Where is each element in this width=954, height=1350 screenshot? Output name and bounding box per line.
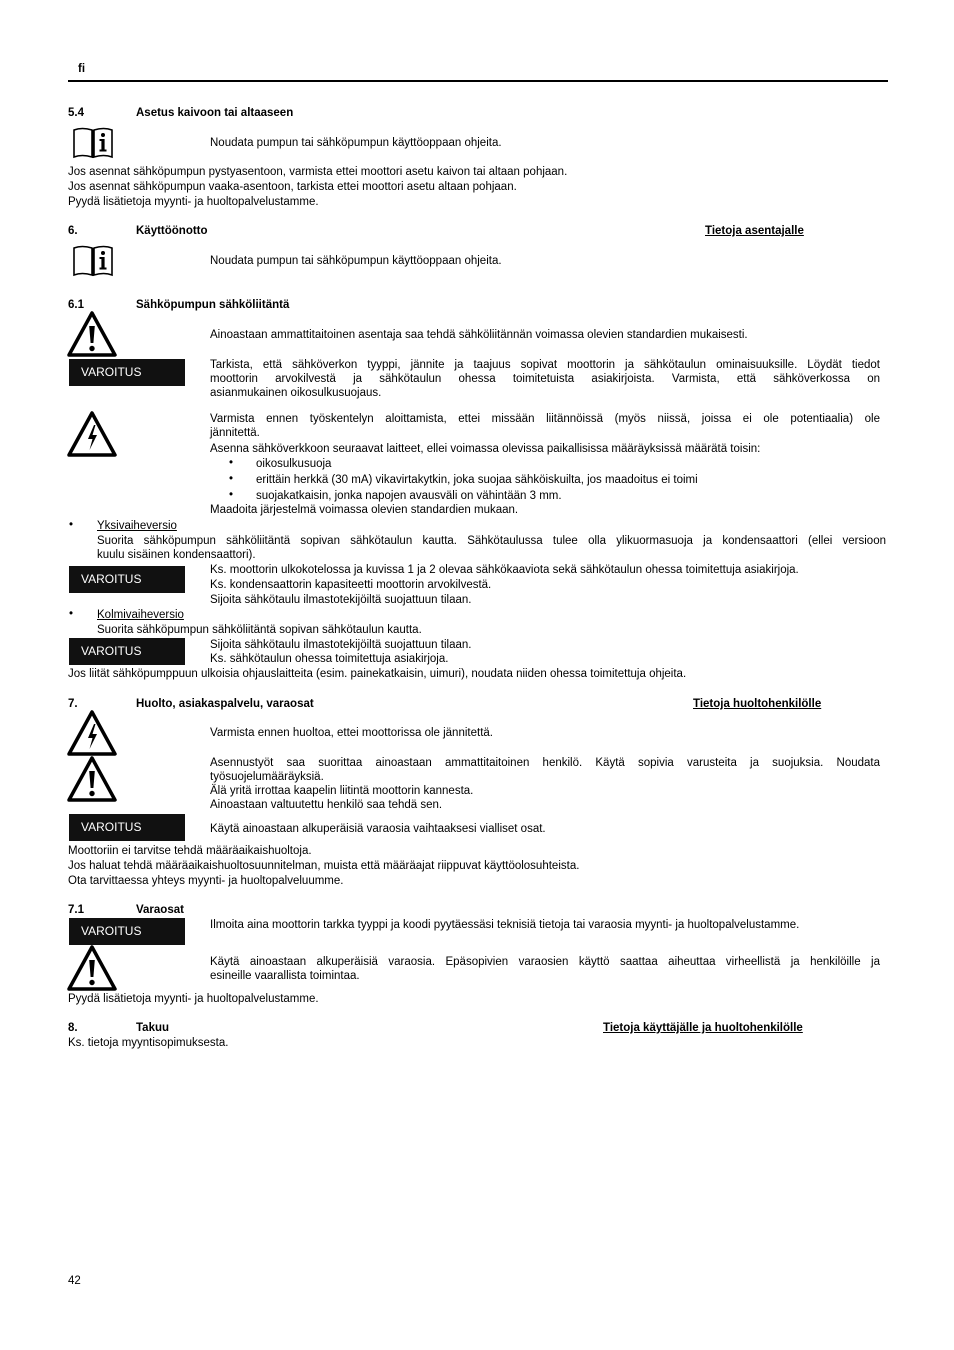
warning-badge: VAROITUS: [69, 814, 185, 841]
warning-badge: VAROITUS: [69, 638, 185, 665]
warning-badge: VAROITUS: [69, 566, 185, 593]
manual-note: Noudata pumpun tai sähköpumpun käyttöoppaan ohjeita.: [210, 255, 502, 267]
paragraph-line: jännitettä.: [210, 427, 260, 439]
paragraph-line: Asenna sähköverkkoon seuraavat laitteet, ellei voimassa olevissa paikallisissa määräyksissä määrätä toisin:: [210, 443, 761, 455]
paragraph: [210, 756, 880, 812]
paragraph: [210, 955, 880, 983]
bullet: •: [68, 608, 74, 620]
warning-triangle-icon: [67, 311, 117, 357]
manual-book-icon: [72, 126, 114, 160]
paragraph-line: Varmista ennen työskentelyn aloittamista, ettei missään liitännöissä (myös niissä, joissa ei ole potentiaalia) ole: [210, 413, 880, 425]
warning-triangle-icon: [67, 756, 117, 802]
paragraph-line: Maadoita järjestelmä voimassa olevien standardien mukaan.: [210, 504, 519, 516]
audience-label: Tietoja asentajalle: [705, 225, 804, 237]
section-title: Asetus kaivoon tai altaaseen: [136, 107, 294, 119]
paragraph: [97, 534, 886, 562]
paragraph-line: asianmukainen oikosulkusuojaus.: [210, 387, 382, 399]
paragraph-line: Jos liität sähköpumppuun ulkoisia ohjauslaitteita (esim. painekatkaisin, uimuri), noudata niiden ohessa toimitettuja ohjeita.: [68, 668, 687, 680]
paragraph-line: kuulu sisäinen kondensaattori).: [97, 549, 256, 561]
manual-book-icon: [72, 244, 114, 278]
paragraph-line: Moottoriin ei tarvitse tehdä määräaikaishuoltoja.: [68, 845, 312, 857]
subheading: Kolmivaiheversio: [97, 609, 184, 621]
paragraph-line: Ks. moottorin ulkokotelossa ja kuvissa 1 ja 2 olevaa sähkökaaviota sekä sähkötaulun ohessa toimitettuja asiakirjoja.: [210, 564, 799, 576]
bullet: •: [228, 473, 234, 485]
paragraph-line: Tarkista, että sähköverkon tyyppi, jännite ja taajuus sopivat moottorin ja sähkötaulun ominaisuuksille. Löydät tiedot: [210, 359, 880, 371]
warning-badge: VAROITUS: [69, 918, 185, 945]
list-item: oikosulkusuoja: [256, 458, 332, 470]
list-item: erittäin herkkä (30 mA) vikavirtakytkin, joka suojaa sähköiskuilta, jos maadoitus ei toimi: [256, 474, 698, 486]
paragraph-line: Älä yritä irrottaa kaapelin liitintä moottorin kannesta.: [210, 785, 474, 797]
bullet: •: [228, 457, 234, 469]
paragraph-line: Asennustyöt saa suorittaa ainoastaan ammattitaitoinen henkilö. Käytä sopivia varusteita ja suojuksia. Noudata: [210, 757, 880, 769]
section-number: 6.1: [68, 299, 84, 311]
section-number: 7.: [68, 698, 78, 710]
paragraph-line: Pyydä lisätietoja myynti- ja huoltopalvelustamme.: [68, 993, 319, 1005]
paragraph-line: Ks. sähkötaulun ohessa toimitettuja asiakirjoja.: [210, 653, 449, 665]
paragraph-line: Sijoita sähkötaulu ilmastotekijöiltä suojattuun tilaan.: [210, 639, 472, 651]
section-number: 8.: [68, 1022, 78, 1034]
bullet: •: [228, 489, 234, 501]
audience-label: Tietoja käyttäjälle ja huoltohenkilölle: [603, 1022, 803, 1034]
paragraph-line: Ainoastaan ammattitaitoinen asentaja saa tehdä sähköliitännän voimassa olevien standardien mukaisesti.: [210, 329, 748, 341]
electrical-hazard-icon: [67, 710, 117, 756]
language-code: fi: [78, 63, 86, 75]
paragraph-line: Ainoastaan valtuutettu henkilö saa tehdä sen.: [210, 799, 443, 811]
section-title: Takuu: [136, 1022, 170, 1034]
section-number: 5.4: [68, 107, 84, 119]
paragraph-line: Jos asennat sähköpumpun pystyasentoon, varmista ettei moottori asetu kaivon tai altaan pohjaan.: [68, 166, 568, 178]
paragraph-line: Suorita sähköpumpun sähköliitäntä sopivan sähkötaulun kautta.: [97, 624, 422, 636]
paragraph-line: Ota tarvittaessa yhteys myynti- ja huoltopalveluumme.: [68, 875, 344, 887]
audience-label: Tietoja huoltohenkilölle: [693, 698, 822, 710]
paragraph-line: Jos asennat sähköpumpun vaaka-asentoon, tarkista ettei moottori asetu altaan pohjaan.: [68, 181, 517, 193]
section-title: Käyttöönotto: [136, 225, 208, 237]
paragraph-line: Ks. tietoja myyntisopimuksesta.: [68, 1037, 229, 1049]
warning-triangle-icon: [67, 945, 117, 991]
paragraph-line: Varmista ennen huoltoa, ettei moottorissa ole jännitettä.: [210, 727, 493, 739]
electrical-hazard-icon: [67, 411, 117, 457]
bullet: •: [68, 519, 74, 531]
paragraph-line: Sijoita sähkötaulu ilmastotekijöiltä suojattuun tilaan.: [210, 594, 472, 606]
paragraph-line: Suorita sähköpumpun sähköliitäntä sopivan sähkötaulun kautta. Sähkötaulussa tulee olla ylikuormasuoja ja kondensaattori (ellei versioon: [97, 535, 886, 547]
page-number: 42: [68, 1275, 81, 1287]
paragraph-line: Käytä ainoastaan alkuperäisiä varaosia. Epäsopivien varaosien käyttö saattaa aiheuttaa virheellistä ja henkilöille ja: [210, 956, 880, 968]
manual-note: Noudata pumpun tai sähköpumpun käyttöoppaan ohjeita.: [210, 137, 502, 149]
section-number: 6.: [68, 225, 78, 237]
section-title: Sähköpumpun sähköliitäntä: [136, 299, 290, 311]
paragraph-line: työsuojelumääräyksiä.: [210, 771, 324, 783]
section-title: Huolto, asiakaspalvelu, varaosat: [136, 698, 314, 710]
paragraph-line: esineille vaarallista toimintaa.: [210, 970, 360, 982]
paragraph: [210, 412, 880, 440]
paragraph-line: Pyydä lisätietoja myynti- ja huoltopalvelustamme.: [68, 196, 319, 208]
paragraph-line: Ilmoita aina moottorin tarkka tyyppi ja koodi pyytäessäsi teknisiä tietoja tai varaosia myynti- ja huoltopalvelustamme.: [210, 919, 800, 931]
section-title: Varaosat: [136, 904, 184, 916]
header-rule: [68, 80, 888, 82]
paragraph-line: Ks. kondensaattorin kapasiteetti moottorin arvokilvestä.: [210, 579, 492, 591]
warning-badge: VAROITUS: [69, 359, 185, 386]
section-number: 7.1: [68, 904, 84, 916]
paragraph-line: moottorin arvokilvestä ja sähkötaulun ohessa toimitetuista asiakirjoista. Varmista, että sähköverkossa on: [210, 373, 880, 385]
paragraph-line: Jos haluat tehdä määräaikaishuoltosuunnitelman, muista että määräajat riippuvat käyttöolosuhteista.: [68, 860, 580, 872]
list-item: suojakatkaisin, jonka napojen avausväli on vähintään 3 mm.: [256, 490, 562, 502]
paragraph: [210, 358, 880, 400]
subheading: Yksivaiheversio: [97, 520, 177, 532]
paragraph-line: Käytä ainoastaan alkuperäisiä varaosia vaihtaaksesi vialliset osat.: [210, 823, 546, 835]
